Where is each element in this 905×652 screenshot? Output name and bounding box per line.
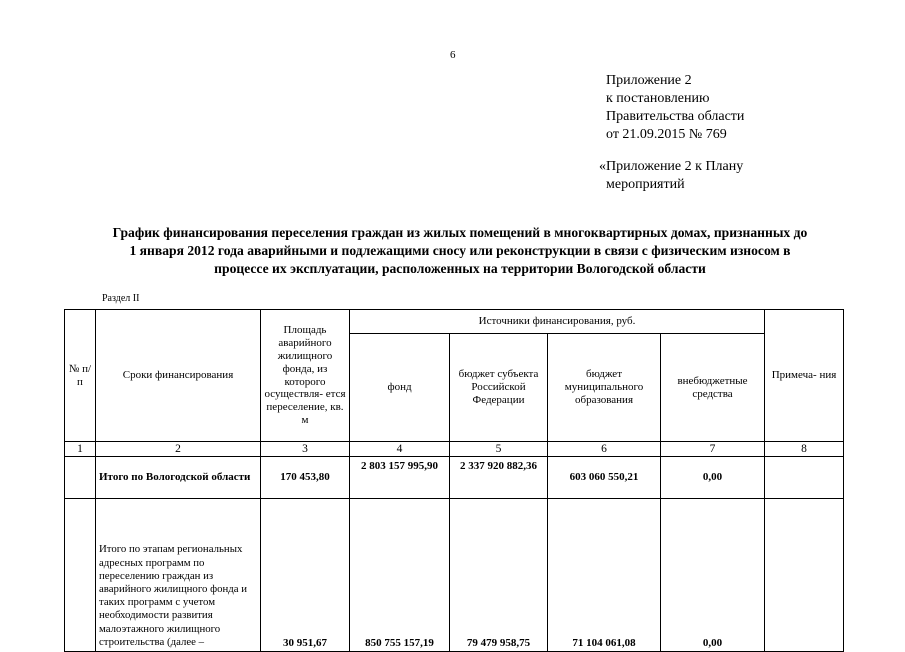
row-notes	[765, 499, 844, 652]
row-municipal-budget: 71 104 061,08	[548, 499, 661, 652]
row-num	[65, 499, 96, 652]
column-number-row	[65, 442, 844, 457]
appendix-reference	[606, 72, 744, 144]
row-municipal-budget: 603 060 550,21	[548, 457, 661, 499]
plan-appendix-reference	[599, 158, 743, 194]
row-label: Итого по этапам региональных адресных программ по переселению граждан из аварийного жилищного фонда и таких программ с учетом необходимости развития малоэтажного жилищного строительства (далее –	[96, 499, 261, 652]
row-notes	[765, 457, 844, 499]
appendix-line: от 21.09.2015 № 769	[606, 127, 727, 142]
header-extrabudget: внебюджетные средства	[661, 334, 765, 442]
column-number: 8	[765, 442, 844, 457]
row-subject-budget: 2 337 920 882,36	[450, 457, 548, 499]
header-area: Площадь аварийного жилищного фонда, из которого осуществля- ется переселение, кв. м	[261, 310, 350, 442]
column-number: 3	[261, 442, 350, 457]
section-label: Раздел II	[102, 293, 140, 304]
table-row-total	[65, 457, 844, 499]
header-row	[65, 310, 844, 334]
financing-table	[64, 309, 844, 652]
row-fund: 850 755 157,19	[350, 499, 450, 652]
plan-appendix-line: мероприятий	[606, 177, 685, 192]
table-row-stages	[65, 499, 844, 652]
row-fund: 2 803 157 995,90	[350, 457, 450, 499]
title-line: 1 января 2012 года аварийными и подлежащими сносу или реконструкции в связи с физическим износом в	[129, 243, 791, 258]
column-number: 1	[65, 442, 96, 457]
column-number: 5	[450, 442, 548, 457]
header-municipal-budget: бюджет муниципального образования	[548, 334, 661, 442]
row-extrabudget: 0,00	[661, 499, 765, 652]
column-number: 7	[661, 442, 765, 457]
page-number: 6	[450, 49, 456, 61]
title-line: График финансирования переселения граждан из жилых помещений в многоквартирных домах, признанных до	[112, 225, 808, 240]
row-label: Итого по Вологодской области	[96, 457, 261, 499]
column-number: 6	[548, 442, 661, 457]
appendix-line: к постановлению	[606, 91, 710, 106]
header-period: Сроки финансирования	[96, 310, 261, 442]
appendix-line: Приложение 2	[606, 73, 692, 88]
row-extrabudget: 0,00	[661, 457, 765, 499]
title-line: процессе их эксплуатации, расположенных на территории Вологодской области	[214, 261, 706, 276]
row-area: 170 453,80	[261, 457, 350, 499]
plan-appendix-line: «Приложение 2 к Плану	[599, 159, 744, 174]
header-num: № п/ п	[65, 310, 96, 442]
header-subject-budget: бюджет субъекта Российской Федерации	[450, 334, 548, 442]
column-number: 2	[96, 442, 261, 457]
document-title	[60, 224, 860, 278]
appendix-line: Правительства области	[606, 109, 745, 124]
header-sources: Источники финансирования, руб.	[350, 310, 765, 334]
header-fund: фонд	[350, 334, 450, 442]
row-subject-budget: 79 479 958,75	[450, 499, 548, 652]
column-number: 4	[350, 442, 450, 457]
header-notes: Примеча- ния	[765, 310, 844, 442]
row-area: 30 951,67	[261, 499, 350, 652]
row-num	[65, 457, 96, 499]
